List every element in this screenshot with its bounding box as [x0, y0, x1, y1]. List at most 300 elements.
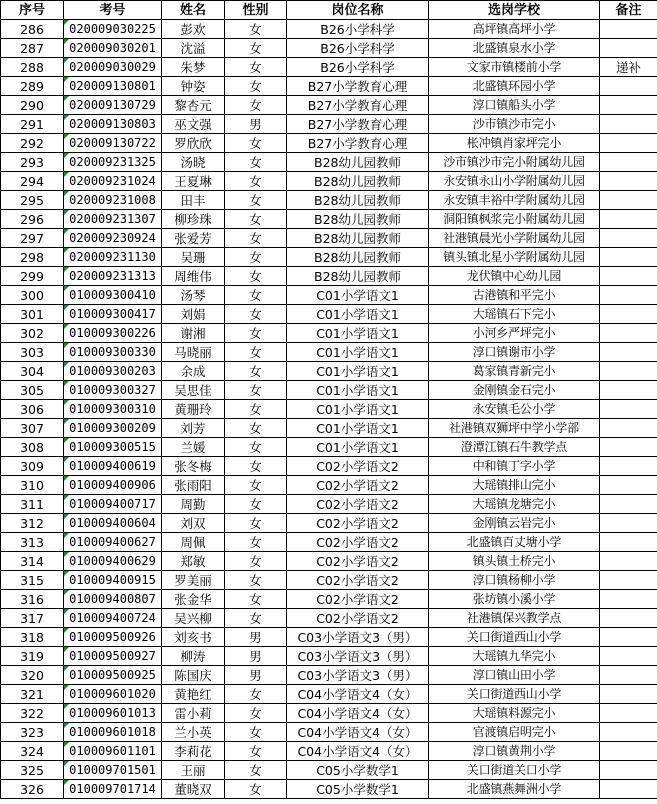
cell-school[interactable]: 金刚镇云岩完小: [429, 514, 600, 533]
cell-exam-number[interactable]: 010009300417: [64, 305, 162, 324]
cell-gender[interactable]: 女: [225, 58, 287, 77]
cell-name[interactable]: 周佩: [162, 533, 225, 552]
table-row: [1, 172, 657, 191]
cell-index[interactable]: 311: [1, 495, 64, 514]
table-row: [1, 20, 657, 39]
cell-school[interactable]: 洞阳镇枫浆完小附属幼儿园: [429, 210, 600, 229]
cell-name[interactable]: 谢湘: [162, 324, 225, 343]
cell-index[interactable]: 306: [1, 400, 64, 419]
cell-name[interactable]: 兰小英: [162, 723, 225, 742]
cell-position[interactable]: B28幼儿园教师: [287, 172, 429, 191]
cell-position[interactable]: C01小学语文1: [287, 362, 429, 381]
cell-remark[interactable]: [600, 248, 657, 267]
cell-gender[interactable]: 男: [225, 647, 287, 666]
cell-school[interactable]: 社港镇保兴教学点: [429, 609, 600, 628]
cell-school[interactable]: 关口街道关口小学: [429, 761, 600, 780]
cell-exam-number[interactable]: 020009230924: [64, 229, 162, 248]
cell-name[interactable]: 王夏琳: [162, 172, 225, 191]
cell-index[interactable]: 313: [1, 533, 64, 552]
cell-position[interactable]: C01小学语文1: [287, 343, 429, 362]
cell-name[interactable]: 刘芳: [162, 419, 225, 438]
cell-school[interactable]: 永安镇毛公小学: [429, 400, 600, 419]
cell-remark[interactable]: [600, 267, 657, 286]
cell-remark[interactable]: [600, 742, 657, 761]
cell-gender[interactable]: 男: [225, 628, 287, 647]
cell-school[interactable]: 淳口镇谢市小学: [429, 343, 600, 362]
cell-position[interactable]: C01小学语文1: [287, 419, 429, 438]
cell-remark[interactable]: [600, 172, 657, 191]
cell-exam-number[interactable]: 020009130722: [64, 134, 162, 153]
cell-school[interactable]: 大瑶镇排山完小: [429, 476, 600, 495]
cell-gender[interactable]: 女: [225, 552, 287, 571]
cell-index[interactable]: 309: [1, 457, 64, 476]
cell-exam-number[interactable]: 010009400627: [64, 533, 162, 552]
cell-remark[interactable]: [600, 115, 657, 134]
cell-remark[interactable]: [600, 20, 657, 39]
cell-name[interactable]: 吴兴柳: [162, 609, 225, 628]
cell-school[interactable]: 淳口镇山田小学: [429, 666, 600, 685]
cell-gender[interactable]: 女: [225, 723, 287, 742]
cell-school[interactable]: 沙市镇沙市完小: [429, 115, 600, 134]
cell-exam-number[interactable]: 010009601020: [64, 685, 162, 704]
cell-school[interactable]: 金刚镇金石完小: [429, 381, 600, 400]
cell-school[interactable]: 高坪镇高坪小学: [429, 20, 600, 39]
cell-remark[interactable]: 递补: [600, 58, 657, 77]
cell-index[interactable]: 323: [1, 723, 64, 742]
cell-gender[interactable]: 女: [225, 780, 287, 799]
cell-name[interactable]: 巫文强: [162, 115, 225, 134]
cell-school[interactable]: 葛家镇青新完小: [429, 362, 600, 381]
cell-gender[interactable]: 女: [225, 609, 287, 628]
cell-exam-number[interactable]: 010009400629: [64, 552, 162, 571]
cell-gender[interactable]: 女: [225, 324, 287, 343]
cell-school[interactable]: 北盛镇环园小学: [429, 77, 600, 96]
cell-remark[interactable]: [600, 495, 657, 514]
cell-exam-number[interactable]: 010009701714: [64, 780, 162, 799]
cell-index[interactable]: 316: [1, 590, 64, 609]
cell-remark[interactable]: [600, 324, 657, 343]
cell-name[interactable]: 柳涛: [162, 647, 225, 666]
cell-gender[interactable]: 女: [225, 267, 287, 286]
cell-exam-number[interactable]: 020009231024: [64, 172, 162, 191]
cell-exam-number[interactable]: 010009400724: [64, 609, 162, 628]
cell-gender[interactable]: 女: [225, 514, 287, 533]
cell-position[interactable]: C02小学语文2: [287, 609, 429, 628]
cell-remark[interactable]: [600, 77, 657, 96]
cell-gender[interactable]: 女: [225, 457, 287, 476]
cell-gender[interactable]: 女: [225, 419, 287, 438]
cell-exam-number[interactable]: 020009231008: [64, 191, 162, 210]
cell-index[interactable]: 304: [1, 362, 64, 381]
header-name: 姓名: [162, 1, 225, 20]
cell-name[interactable]: 汤琴: [162, 286, 225, 305]
cell-name[interactable]: 黄艳红: [162, 685, 225, 704]
cell-gender[interactable]: 女: [225, 20, 287, 39]
cell-name[interactable]: 黎杏元: [162, 96, 225, 115]
cell-exam-number[interactable]: 020009130729: [64, 96, 162, 115]
cell-remark[interactable]: [600, 685, 657, 704]
cell-index[interactable]: 288: [1, 58, 64, 77]
cell-exam-number[interactable]: 010009300330: [64, 343, 162, 362]
cell-index[interactable]: 305: [1, 381, 64, 400]
cell-index[interactable]: 299: [1, 267, 64, 286]
cell-index[interactable]: 289: [1, 77, 64, 96]
cell-gender[interactable]: 女: [225, 381, 287, 400]
cell-position[interactable]: B27小学教育心理: [287, 96, 429, 115]
cell-name[interactable]: 柳珍珠: [162, 210, 225, 229]
cell-remark[interactable]: [600, 153, 657, 172]
cell-school[interactable]: 澄潭江镇石牛教学点: [429, 438, 600, 457]
cell-name[interactable]: 吴珊: [162, 248, 225, 267]
cell-remark[interactable]: [600, 286, 657, 305]
cell-gender[interactable]: 女: [225, 39, 287, 58]
cell-gender[interactable]: 女: [225, 343, 287, 362]
cell-remark[interactable]: [600, 723, 657, 742]
cell-remark[interactable]: [600, 191, 657, 210]
cell-index[interactable]: 303: [1, 343, 64, 362]
cell-remark[interactable]: [600, 780, 657, 799]
cell-position[interactable]: C02小学语文2: [287, 514, 429, 533]
cell-exam-number[interactable]: 010009300310: [64, 400, 162, 419]
cell-position[interactable]: C02小学语文2: [287, 533, 429, 552]
cell-position[interactable]: B28幼儿园教师: [287, 229, 429, 248]
cell-name[interactable]: 余成: [162, 362, 225, 381]
cell-name[interactable]: 罗美丽: [162, 571, 225, 590]
cell-name[interactable]: 兰媛: [162, 438, 225, 457]
cell-name[interactable]: 周勤: [162, 495, 225, 514]
cell-position[interactable]: B28幼儿园教师: [287, 267, 429, 286]
cell-remark[interactable]: [600, 590, 657, 609]
cell-index[interactable]: 298: [1, 248, 64, 267]
cell-index[interactable]: 325: [1, 761, 64, 780]
cell-name[interactable]: 刘娟: [162, 305, 225, 324]
cell-school[interactable]: 官渡镇启明完小: [429, 723, 600, 742]
cell-exam-number[interactable]: 020009030201: [64, 39, 162, 58]
cell-school[interactable]: 永安镇丰裕中学附属幼儿园: [429, 191, 600, 210]
cell-gender[interactable]: 女: [225, 172, 287, 191]
cell-gender[interactable]: 女: [225, 229, 287, 248]
cell-position[interactable]: C03小学语文3（男）: [287, 647, 429, 666]
cell-school[interactable]: 镇头镇北星小学附属幼儿园: [429, 248, 600, 267]
cell-index[interactable]: 297: [1, 229, 64, 248]
cell-position[interactable]: C02小学语文2: [287, 571, 429, 590]
cell-school[interactable]: 社港镇双狮坪中学小学部: [429, 419, 600, 438]
cell-remark[interactable]: [600, 666, 657, 685]
cell-school[interactable]: 小河乡严坪完小: [429, 324, 600, 343]
cell-index[interactable]: 287: [1, 39, 64, 58]
cell-position[interactable]: B28幼儿园教师: [287, 210, 429, 229]
cell-school[interactable]: 古港镇和平完小: [429, 286, 600, 305]
cell-exam-number[interactable]: 010009500925: [64, 666, 162, 685]
cell-school[interactable]: 枨冲镇肖家坪完小: [429, 134, 600, 153]
cell-school[interactable]: 龙伏镇中心幼儿园: [429, 267, 600, 286]
cell-gender[interactable]: 女: [225, 96, 287, 115]
cell-gender[interactable]: 女: [225, 533, 287, 552]
cell-exam-number[interactable]: 010009400807: [64, 590, 162, 609]
cell-school[interactable]: 淳口镇黄荆小学: [429, 742, 600, 761]
cell-exam-number[interactable]: 020009030225: [64, 20, 162, 39]
cell-school[interactable]: 中和镇丁字小学: [429, 457, 600, 476]
cell-gender[interactable]: 女: [225, 495, 287, 514]
cell-index[interactable]: 320: [1, 666, 64, 685]
cell-gender[interactable]: 女: [225, 742, 287, 761]
cell-remark[interactable]: [600, 210, 657, 229]
cell-name[interactable]: 董晓双: [162, 780, 225, 799]
cell-index[interactable]: 326: [1, 780, 64, 799]
cell-position[interactable]: C01小学语文1: [287, 286, 429, 305]
cell-name[interactable]: 刘亥书: [162, 628, 225, 647]
cell-position[interactable]: C04小学语文4（女）: [287, 685, 429, 704]
cell-exam-number[interactable]: 010009300327: [64, 381, 162, 400]
cell-exam-number[interactable]: 010009400915: [64, 571, 162, 590]
cell-name[interactable]: 田丰: [162, 191, 225, 210]
cell-index[interactable]: 295: [1, 191, 64, 210]
cell-gender[interactable]: 女: [225, 685, 287, 704]
cell-name[interactable]: 朱梦: [162, 58, 225, 77]
cell-gender[interactable]: 女: [225, 438, 287, 457]
cell-position[interactable]: B28幼儿园教师: [287, 153, 429, 172]
cell-gender[interactable]: 女: [225, 191, 287, 210]
table-row: [1, 571, 657, 590]
cell-school[interactable]: 北盛镇燕舞洲小学: [429, 780, 600, 799]
cell-index[interactable]: 308: [1, 438, 64, 457]
table-row: [1, 96, 657, 115]
cell-name[interactable]: 黄珊玲: [162, 400, 225, 419]
cell-position[interactable]: C02小学语文2: [287, 495, 429, 514]
cell-remark[interactable]: [600, 514, 657, 533]
cell-name[interactable]: 李莉花: [162, 742, 225, 761]
cell-school[interactable]: 淳口镇杨柳小学: [429, 571, 600, 590]
cell-index[interactable]: 301: [1, 305, 64, 324]
cell-index[interactable]: 315: [1, 571, 64, 590]
cell-index[interactable]: 317: [1, 609, 64, 628]
cell-school[interactable]: 镇头镇土桥完小: [429, 552, 600, 571]
cell-remark[interactable]: [600, 457, 657, 476]
cell-name[interactable]: 陈国庆: [162, 666, 225, 685]
cell-index[interactable]: 290: [1, 96, 64, 115]
cell-remark[interactable]: [600, 96, 657, 115]
cell-exam-number[interactable]: 010009601018: [64, 723, 162, 742]
cell-position[interactable]: B26小学科学: [287, 20, 429, 39]
cell-gender[interactable]: 女: [225, 362, 287, 381]
cell-position[interactable]: B27小学教育心理: [287, 115, 429, 134]
cell-exam-number[interactable]: 010009400619: [64, 457, 162, 476]
cell-gender[interactable]: 女: [225, 400, 287, 419]
cell-exam-number[interactable]: 010009300209: [64, 419, 162, 438]
cell-gender[interactable]: 女: [225, 590, 287, 609]
cell-position[interactable]: C02小学语文2: [287, 457, 429, 476]
cell-remark[interactable]: [600, 362, 657, 381]
cell-school[interactable]: 沙市镇沙市完小附属幼儿园: [429, 153, 600, 172]
cell-name[interactable]: 彭欢: [162, 20, 225, 39]
cell-exam-number[interactable]: 020009130801: [64, 77, 162, 96]
cell-index[interactable]: 314: [1, 552, 64, 571]
cell-gender[interactable]: 女: [225, 153, 287, 172]
table-row: [1, 457, 657, 476]
cell-exam-number[interactable]: 020009231307: [64, 210, 162, 229]
cell-index[interactable]: 291: [1, 115, 64, 134]
cell-remark[interactable]: [600, 39, 657, 58]
cell-name[interactable]: 罗欣欣: [162, 134, 225, 153]
cell-exam-number[interactable]: 020009130803: [64, 115, 162, 134]
cell-name[interactable]: 张爱芳: [162, 229, 225, 248]
cell-position[interactable]: C03小学语文3（男）: [287, 628, 429, 647]
cell-gender[interactable]: 女: [225, 476, 287, 495]
cell-exam-number[interactable]: 020009231313: [64, 267, 162, 286]
cell-name[interactable]: 刘双: [162, 514, 225, 533]
cell-position[interactable]: C01小学语文1: [287, 400, 429, 419]
cell-remark[interactable]: [600, 571, 657, 590]
cell-name[interactable]: 张金华: [162, 590, 225, 609]
cell-position[interactable]: C03小学语文3（男）: [287, 666, 429, 685]
cell-name[interactable]: 周维伟: [162, 267, 225, 286]
cell-name[interactable]: 沈溢: [162, 39, 225, 58]
cell-position[interactable]: C01小学语文1: [287, 381, 429, 400]
cell-gender[interactable]: 女: [225, 77, 287, 96]
cell-name[interactable]: 张冬梅: [162, 457, 225, 476]
cell-name[interactable]: 张雨阳: [162, 476, 225, 495]
cell-school[interactable]: 关口街道西山小学: [429, 685, 600, 704]
cell-exam-number[interactable]: 010009400906: [64, 476, 162, 495]
cell-index[interactable]: 318: [1, 628, 64, 647]
cell-exam-number[interactable]: 010009300226: [64, 324, 162, 343]
cell-name[interactable]: 王丽: [162, 761, 225, 780]
cell-position[interactable]: B28幼儿园教师: [287, 191, 429, 210]
cell-school[interactable]: 大瑶镇石下完小: [429, 305, 600, 324]
cell-position[interactable]: C02小学语文2: [287, 590, 429, 609]
cell-index[interactable]: 322: [1, 704, 64, 723]
cell-gender[interactable]: 女: [225, 134, 287, 153]
cell-position[interactable]: C01小学语文1: [287, 305, 429, 324]
cell-position[interactable]: C01小学语文1: [287, 324, 429, 343]
cell-gender[interactable]: 女: [225, 248, 287, 267]
cell-position[interactable]: C02小学语文2: [287, 552, 429, 571]
cell-remark[interactable]: [600, 305, 657, 324]
cell-exam-number[interactable]: 010009400604: [64, 514, 162, 533]
cell-exam-number[interactable]: 020009231325: [64, 153, 162, 172]
cell-position[interactable]: B26小学科学: [287, 39, 429, 58]
cell-index[interactable]: 319: [1, 647, 64, 666]
cell-index[interactable]: 296: [1, 210, 64, 229]
cell-position[interactable]: C04小学语文4（女）: [287, 704, 429, 723]
cell-remark[interactable]: [600, 552, 657, 571]
cell-gender[interactable]: 女: [225, 571, 287, 590]
cell-remark[interactable]: [600, 647, 657, 666]
cell-position[interactable]: C04小学语文4（女）: [287, 723, 429, 742]
cell-school[interactable]: 北盛镇百丈塘小学: [429, 533, 600, 552]
cell-remark[interactable]: [600, 761, 657, 780]
cell-remark[interactable]: [600, 609, 657, 628]
cell-index[interactable]: 300: [1, 286, 64, 305]
cell-gender[interactable]: 女: [225, 286, 287, 305]
cell-gender[interactable]: 女: [225, 761, 287, 780]
cell-exam-number[interactable]: 010009300515: [64, 438, 162, 457]
cell-exam-number[interactable]: 010009601013: [64, 704, 162, 723]
cell-gender[interactable]: 男: [225, 666, 287, 685]
cell-remark[interactable]: [600, 533, 657, 552]
cell-position[interactable]: C05小学数学1: [287, 780, 429, 799]
cell-position[interactable]: C02小学语文2: [287, 476, 429, 495]
cell-index[interactable]: 302: [1, 324, 64, 343]
cell-index[interactable]: 312: [1, 514, 64, 533]
cell-name[interactable]: 钟姿: [162, 77, 225, 96]
cell-position[interactable]: C04小学语文4（女）: [287, 742, 429, 761]
cell-index[interactable]: 294: [1, 172, 64, 191]
cell-exam-number[interactable]: 020009231130: [64, 248, 162, 267]
cell-exam-number[interactable]: 010009500926: [64, 628, 162, 647]
cell-school[interactable]: 永安镇永山小学附属幼儿园: [429, 172, 600, 191]
cell-exam-number[interactable]: 010009701501: [64, 761, 162, 780]
cell-school[interactable]: 大瑶镇料源完小: [429, 704, 600, 723]
cell-name[interactable]: 汤晓: [162, 153, 225, 172]
cell-exam-number[interactable]: 010009400717: [64, 495, 162, 514]
table-row: [1, 704, 657, 723]
cell-gender[interactable]: 女: [225, 305, 287, 324]
cell-exam-number[interactable]: 010009300203: [64, 362, 162, 381]
cell-remark[interactable]: [600, 704, 657, 723]
cell-index[interactable]: 292: [1, 134, 64, 153]
cell-name[interactable]: 郑敏: [162, 552, 225, 571]
cell-exam-number[interactable]: 020009030029: [64, 58, 162, 77]
cell-position[interactable]: B28幼儿园教师: [287, 248, 429, 267]
cell-position[interactable]: B27小学教育心理: [287, 77, 429, 96]
cell-gender[interactable]: 女: [225, 210, 287, 229]
cell-index[interactable]: 321: [1, 685, 64, 704]
cell-school[interactable]: 关口街道西山小学: [429, 628, 600, 647]
cell-remark[interactable]: [600, 438, 657, 457]
table-row: [1, 286, 657, 305]
cell-school[interactable]: 张坊镇小溪小学: [429, 590, 600, 609]
cell-school[interactable]: 大瑶镇龙塘完小: [429, 495, 600, 514]
cell-name[interactable]: 马晓丽: [162, 343, 225, 362]
cell-exam-number[interactable]: 010009500927: [64, 647, 162, 666]
cell-index[interactable]: 324: [1, 742, 64, 761]
cell-position[interactable]: B26小学科学: [287, 58, 429, 77]
table-row: [1, 134, 657, 153]
cell-remark[interactable]: [600, 381, 657, 400]
table-row: [1, 476, 657, 495]
cell-school[interactable]: 北盛镇泉水小学: [429, 39, 600, 58]
cell-gender[interactable]: 女: [225, 704, 287, 723]
cell-remark[interactable]: [600, 419, 657, 438]
cell-index[interactable]: 293: [1, 153, 64, 172]
cell-index[interactable]: 307: [1, 419, 64, 438]
cell-remark[interactable]: [600, 229, 657, 248]
cell-remark[interactable]: [600, 628, 657, 647]
header-exam-number: 考号: [64, 1, 162, 20]
cell-remark[interactable]: [600, 343, 657, 362]
cell-position[interactable]: B27小学教育心理: [287, 134, 429, 153]
cell-school[interactable]: 淳口镇船头小学: [429, 96, 600, 115]
cell-remark[interactable]: [600, 134, 657, 153]
cell-school[interactable]: 社港镇晨光小学附属幼儿园: [429, 229, 600, 248]
table-row: [1, 248, 657, 267]
cell-index[interactable]: 286: [1, 20, 64, 39]
cell-school[interactable]: 大瑶镇九华完小: [429, 647, 600, 666]
cell-position[interactable]: C01小学语文1: [287, 438, 429, 457]
table-row: [1, 77, 657, 96]
cell-remark[interactable]: [600, 400, 657, 419]
cell-index[interactable]: 310: [1, 476, 64, 495]
cell-remark[interactable]: [600, 476, 657, 495]
cell-exam-number[interactable]: 010009601101: [64, 742, 162, 761]
cell-position[interactable]: C05小学数学1: [287, 761, 429, 780]
cell-gender[interactable]: 男: [225, 115, 287, 134]
cell-name[interactable]: 雷小莉: [162, 704, 225, 723]
cell-school[interactable]: 文家市镇楼前小学: [429, 58, 600, 77]
cell-name[interactable]: 吴思佳: [162, 381, 225, 400]
cell-exam-number[interactable]: 010009300410: [64, 286, 162, 305]
